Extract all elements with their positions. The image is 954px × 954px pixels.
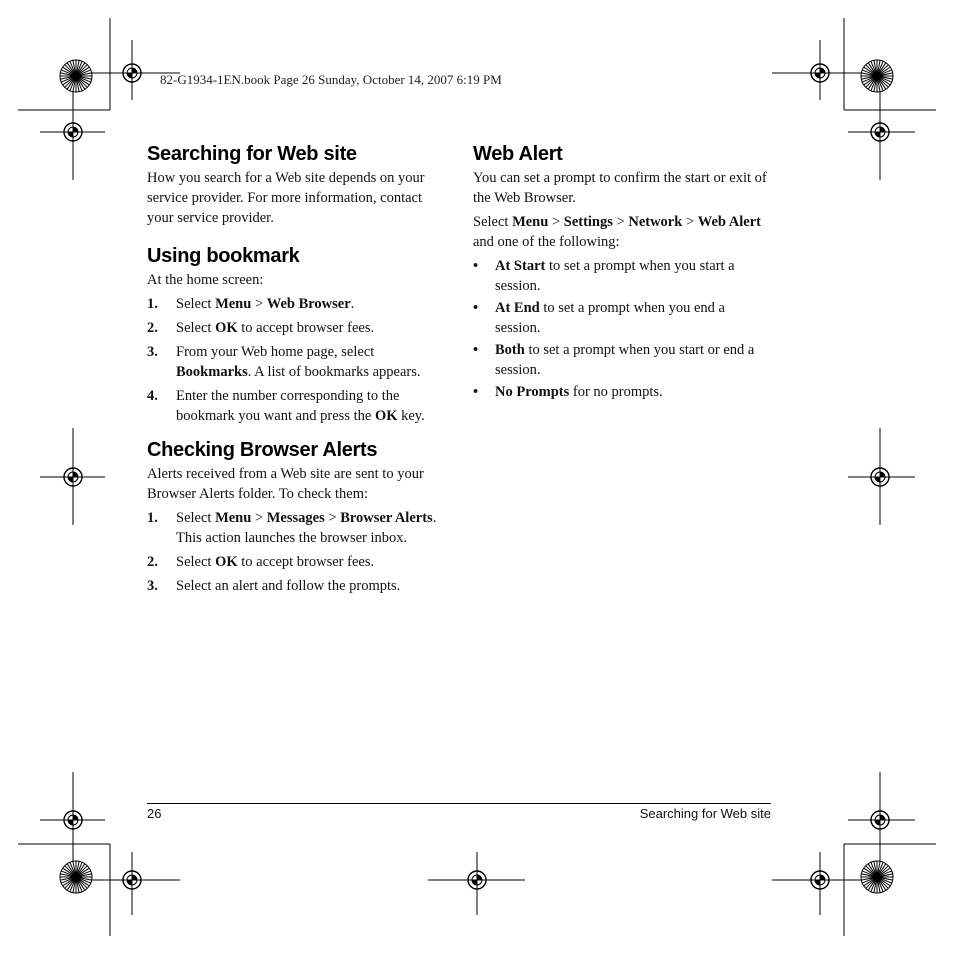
- heading-searching-for-web-site: Searching for Web site: [147, 143, 357, 165]
- right-column: [473, 140, 773, 404]
- page-number: 26: [147, 806, 162, 821]
- footer-section-title: Searching for Web site: [639, 806, 771, 821]
- heading-using-bookmark: Using bookmark: [147, 245, 300, 267]
- bullet: •: [473, 258, 479, 274]
- list-item: • No Prompts for no prompts.: [473, 384, 663, 400]
- bookmark-intro: At the home screen:: [147, 272, 264, 288]
- list-item: 2. Select OK to accept browser fees.: [147, 554, 375, 570]
- footer-rule: [147, 803, 771, 804]
- alerts-steps: [147, 508, 447, 596]
- alerts-body: Alerts received from a Web site are sent to your Browser Alerts folder. To check them:: [147, 466, 424, 502]
- web-alert-select-path: Select Menu > Settings > Network > Web Alert and one of the following:: [473, 214, 761, 250]
- heading-web-alert: Web Alert: [473, 143, 563, 165]
- web-alert-options: [473, 256, 773, 402]
- heading-checking-browser-alerts: Checking Browser Alerts: [147, 439, 378, 461]
- list-item: • At Start to set a prompt when you start a session.: [473, 258, 735, 294]
- bullet: •: [473, 300, 479, 316]
- bullet: •: [473, 384, 479, 400]
- web-alert-body: You can set a prompt to confirm the start or exit of the Web Browser.: [473, 170, 767, 206]
- bullet: •: [473, 342, 479, 358]
- list-item: 4. Enter the number corresponding to the bookmark you want and press the OK key.: [147, 388, 425, 424]
- bookmark-steps: [147, 294, 447, 426]
- list-item: 1. Select Menu > Messages > Browser Alerts. This action launches the browser inbox.: [147, 510, 437, 546]
- list-item: 3. Select an alert and follow the prompts.: [147, 578, 401, 594]
- list-item: 3. From your Web home page, select Bookmarks. A list of bookmarks appears.: [147, 344, 421, 380]
- list-item: 1. Select Menu > Web Browser.: [147, 296, 355, 312]
- list-item: • At End to set a prompt when you end a session.: [473, 300, 725, 336]
- left-column: [147, 140, 447, 600]
- print-header-line: 82-G1934-1EN.book Page 26 Sunday, October 14, 2007 6:19 PM: [160, 72, 502, 87]
- searching-body: How you search for a Web site depends on your service provider. For more information, contact your service provider.: [147, 170, 425, 226]
- list-item: • Both to set a prompt when you start or end a session.: [473, 342, 755, 378]
- list-item: 2. Select OK to accept browser fees.: [147, 320, 375, 336]
